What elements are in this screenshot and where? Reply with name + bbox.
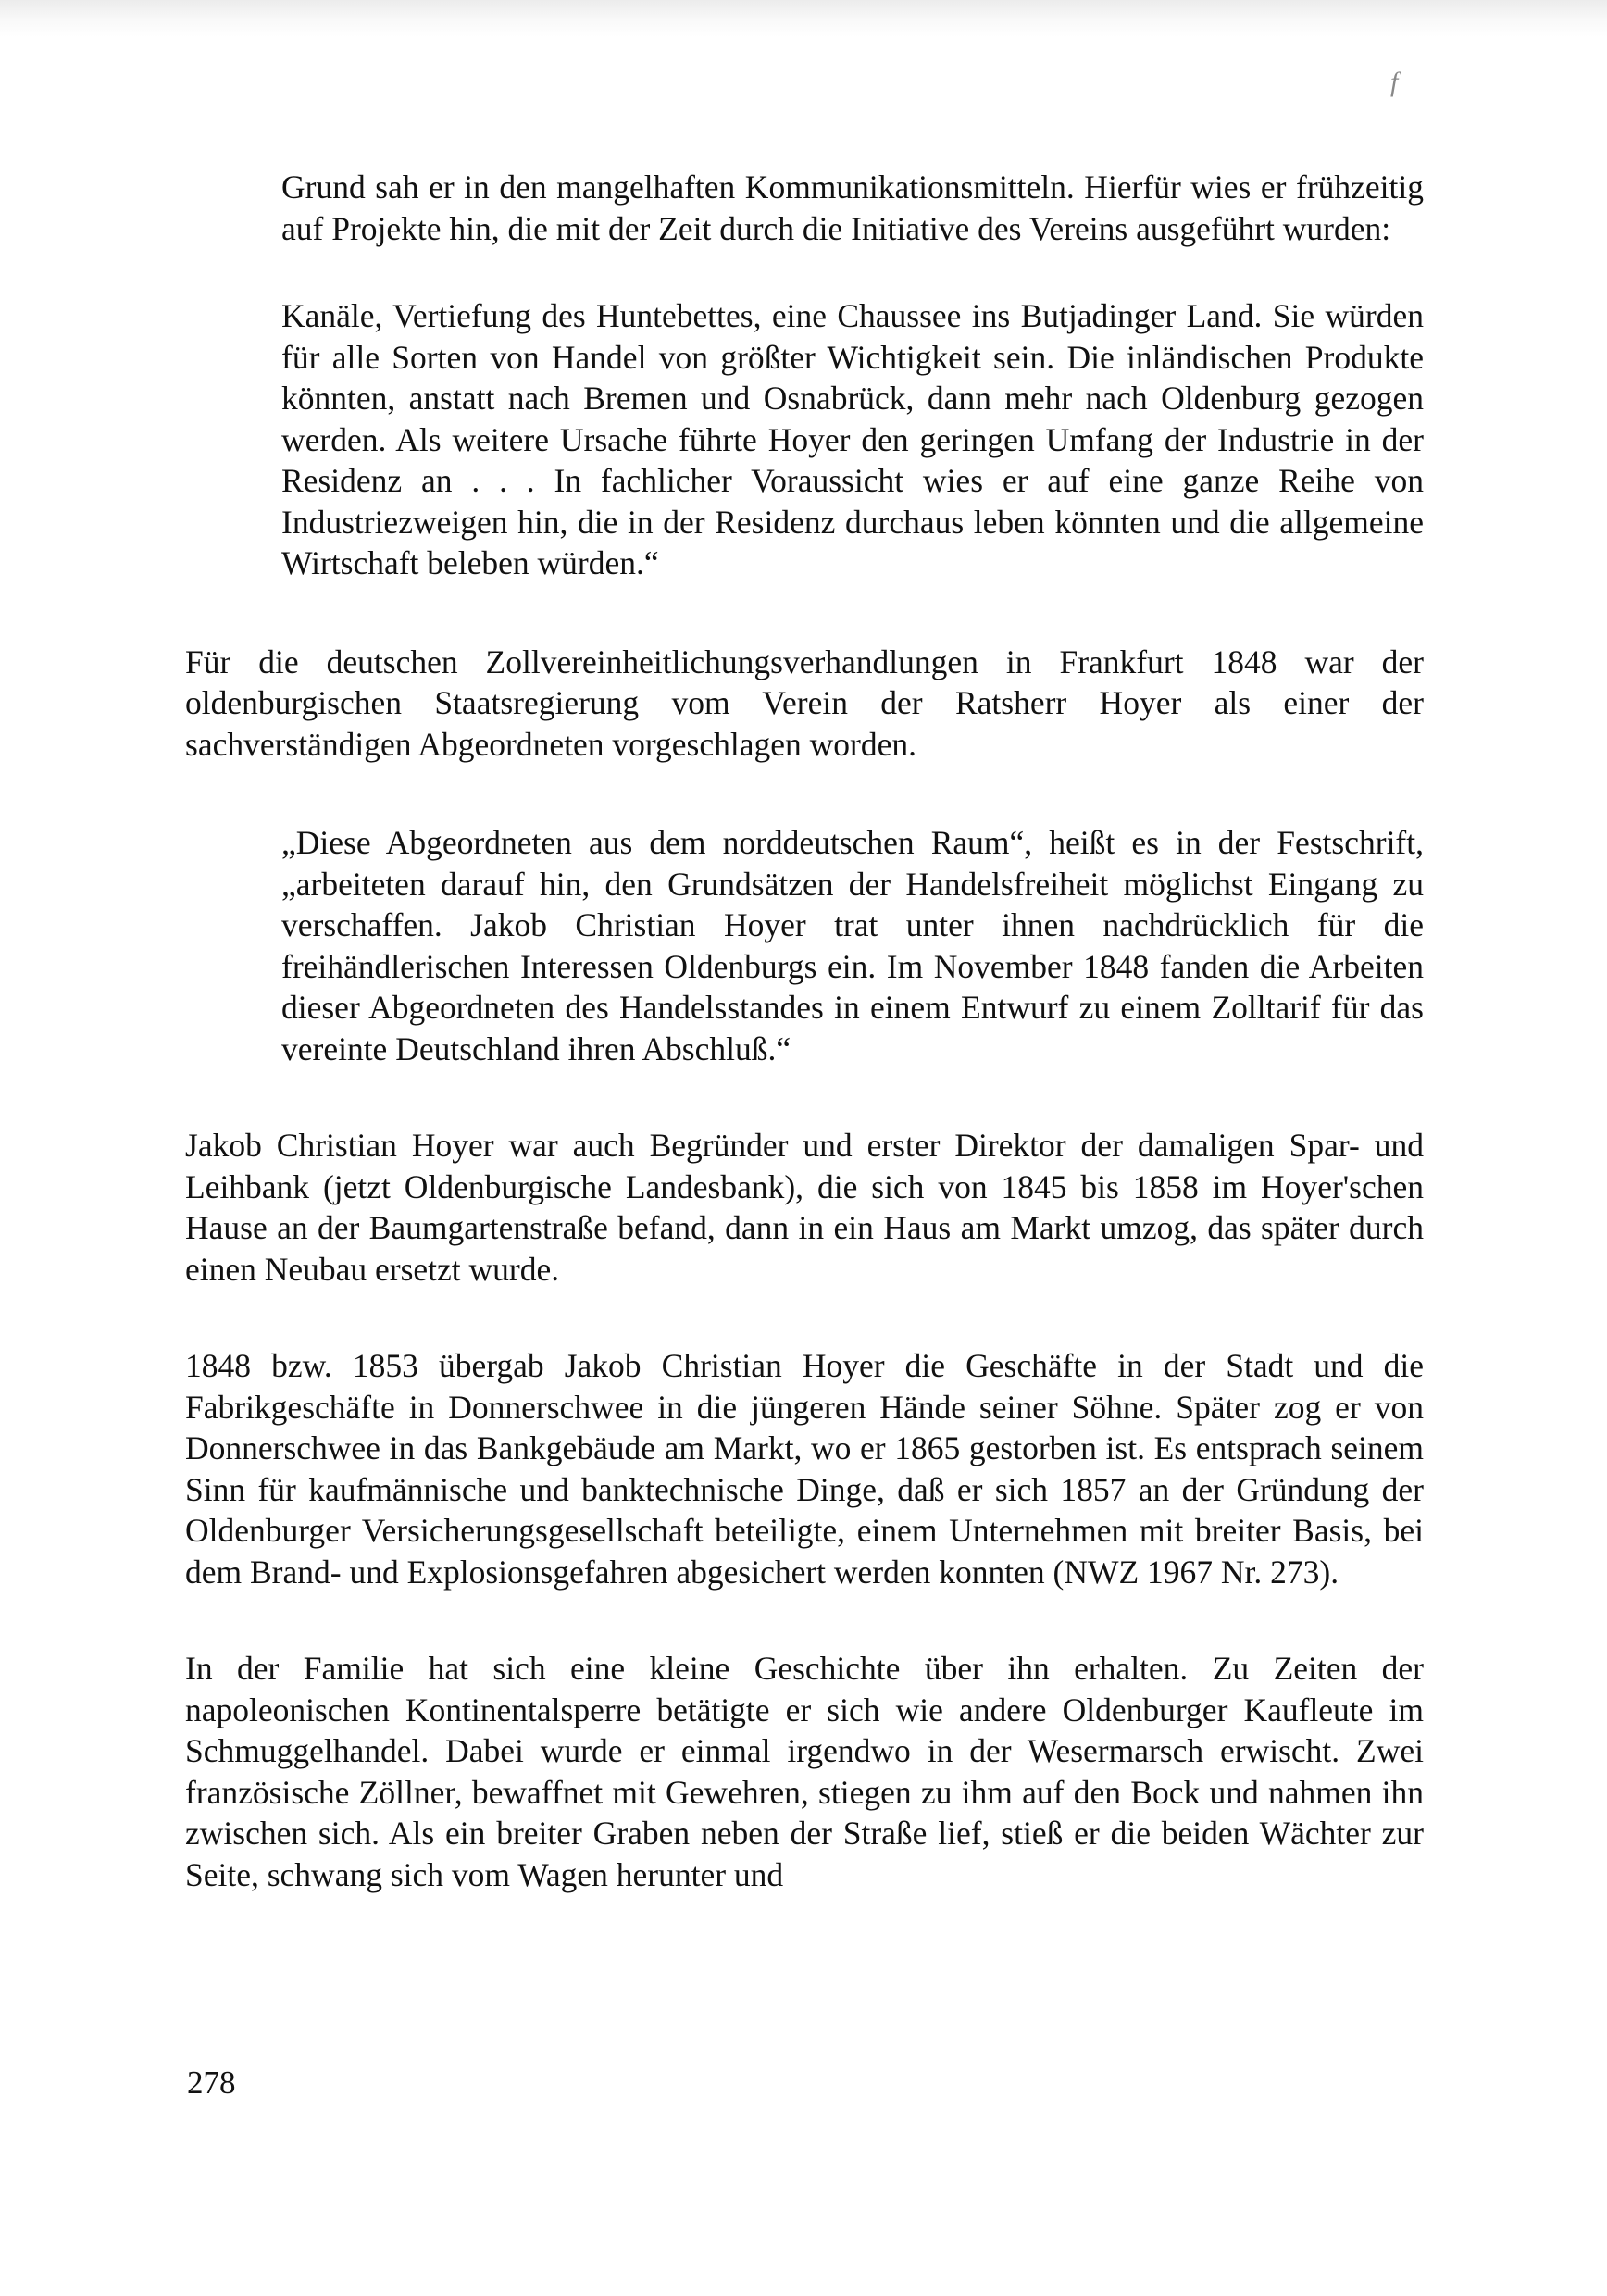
paragraph-savings-bank: Jakob Christian Hoyer war auch Begründer und erster Direktor der damaligen Spar- und Leihbank (jetzt Oldenburgische Landesbank), die sich von 1845 bis 1858 im Hoyer'schen Hause an der Baumgartenstraße befand, dann in ein Haus am Markt umzog, das später durch einen Neubau ersetzt wurde. (185, 1127, 1424, 1288)
page-number: 278 (187, 2065, 236, 2101)
scan-edge-shadow (0, 0, 1607, 37)
page-text-body (185, 167, 1424, 1895)
quote-festschrift: „Diese Abgeordneten aus dem norddeutschen Raum“, heißt es in der Festschrift, „arbeiteten darauf hin, den Grundsätzen der Handelsfreiheit möglichst Eingang zu verschaffen. Jakob Christian Hoyer trat unter ihnen nachdrücklich für die freihändlerischen Interessen Oldenburgs ein. Im November 1848 fanden die Arbeiten dieser Abgeordneten des Handelsstandes in einem Entwurf zu einem Zolltarif für das vereinte Deutschland ihren Abschluß.“ (281, 824, 1424, 1067)
paragraph-business-handover: 1848 bzw. 1853 übergab Jakob Christian Hoyer die Geschäfte in der Stadt und die Fabrikgeschäfte in Donnerschwee in die jüngeren Hände seiner Söhne. Später zog er von Donnerschwee in das Bankgebäude am Markt, wo er 1865 gestorben ist. Es entsprach seinem Sinn für kaufmännische und banktechnische Dinge, daß er sich 1857 an der Gründung der Oldenburger Versicherungsgesellschaft beteiligte, einem Unternehmen mit breiter Basis, bei dem Brand- und Explosionsgefahren abgesichert werden konnten (NWZ 1967 Nr. 273). (185, 1347, 1424, 1591)
paragraph-communication: Grund sah er in den mangelhaften Kommunikationsmitteln. Hierfür wies er frühzeitig auf Projekte hin, die mit der Zeit durch die Initiative des Vereins ausgeführt wurden: (281, 168, 1424, 247)
paragraph-family-story: In der Familie hat sich eine kleine Geschichte über ihn erhalten. Zu Zeiten der napoleonischen Kontinentalsperre betätigte er sich wie andere Oldenburger Kaufleute im Schmuggelhandel. Dabei wurde er einmal irgendwo in der Wesermarsch erwischt. Zwei französische Zöllner, bewaffnet mit Gewehren, stiegen zu ihm auf den Bock und nahmen ihn zwischen sich. Als ein breiter Graben neben der Straße lief, stieß er die beiden Wächter zur Seite, schwang sich vom Wagen herunter und (185, 1650, 1424, 1893)
quote-canals: Kanäle, Vertiefung des Huntebettes, eine Chaussee ins Butjadinger Land. Sie würden für alle Sorten von Handel von größter Wichtigkeit sein. Die inländischen Produkte könnten, anstatt nach Bremen und Osnabrück, dann mehr nach Oldenburg gezogen werden. Als weitere Ursache führte Hoyer den geringen Umfang der Industrie in der Residenz an . . . In fachlicher Voraussicht wies er auf eine ganze Reihe von Industriezweigen hin, die in der Residenz durchaus leben könnten und die allgemeine Wirtschaft beleben würden.“ (281, 297, 1424, 581)
corner-mark: f (1390, 67, 1399, 97)
paragraph-customs-negotiations: Für die deutschen Zollvereinheitlichungsverhandlungen in Frankfurt 1848 war der oldenburgischen Staatsregierung vom Verein der Ratsherr Hoyer als einer der sachverständigen Abgeordneten vorgeschlagen worden. (185, 643, 1424, 763)
